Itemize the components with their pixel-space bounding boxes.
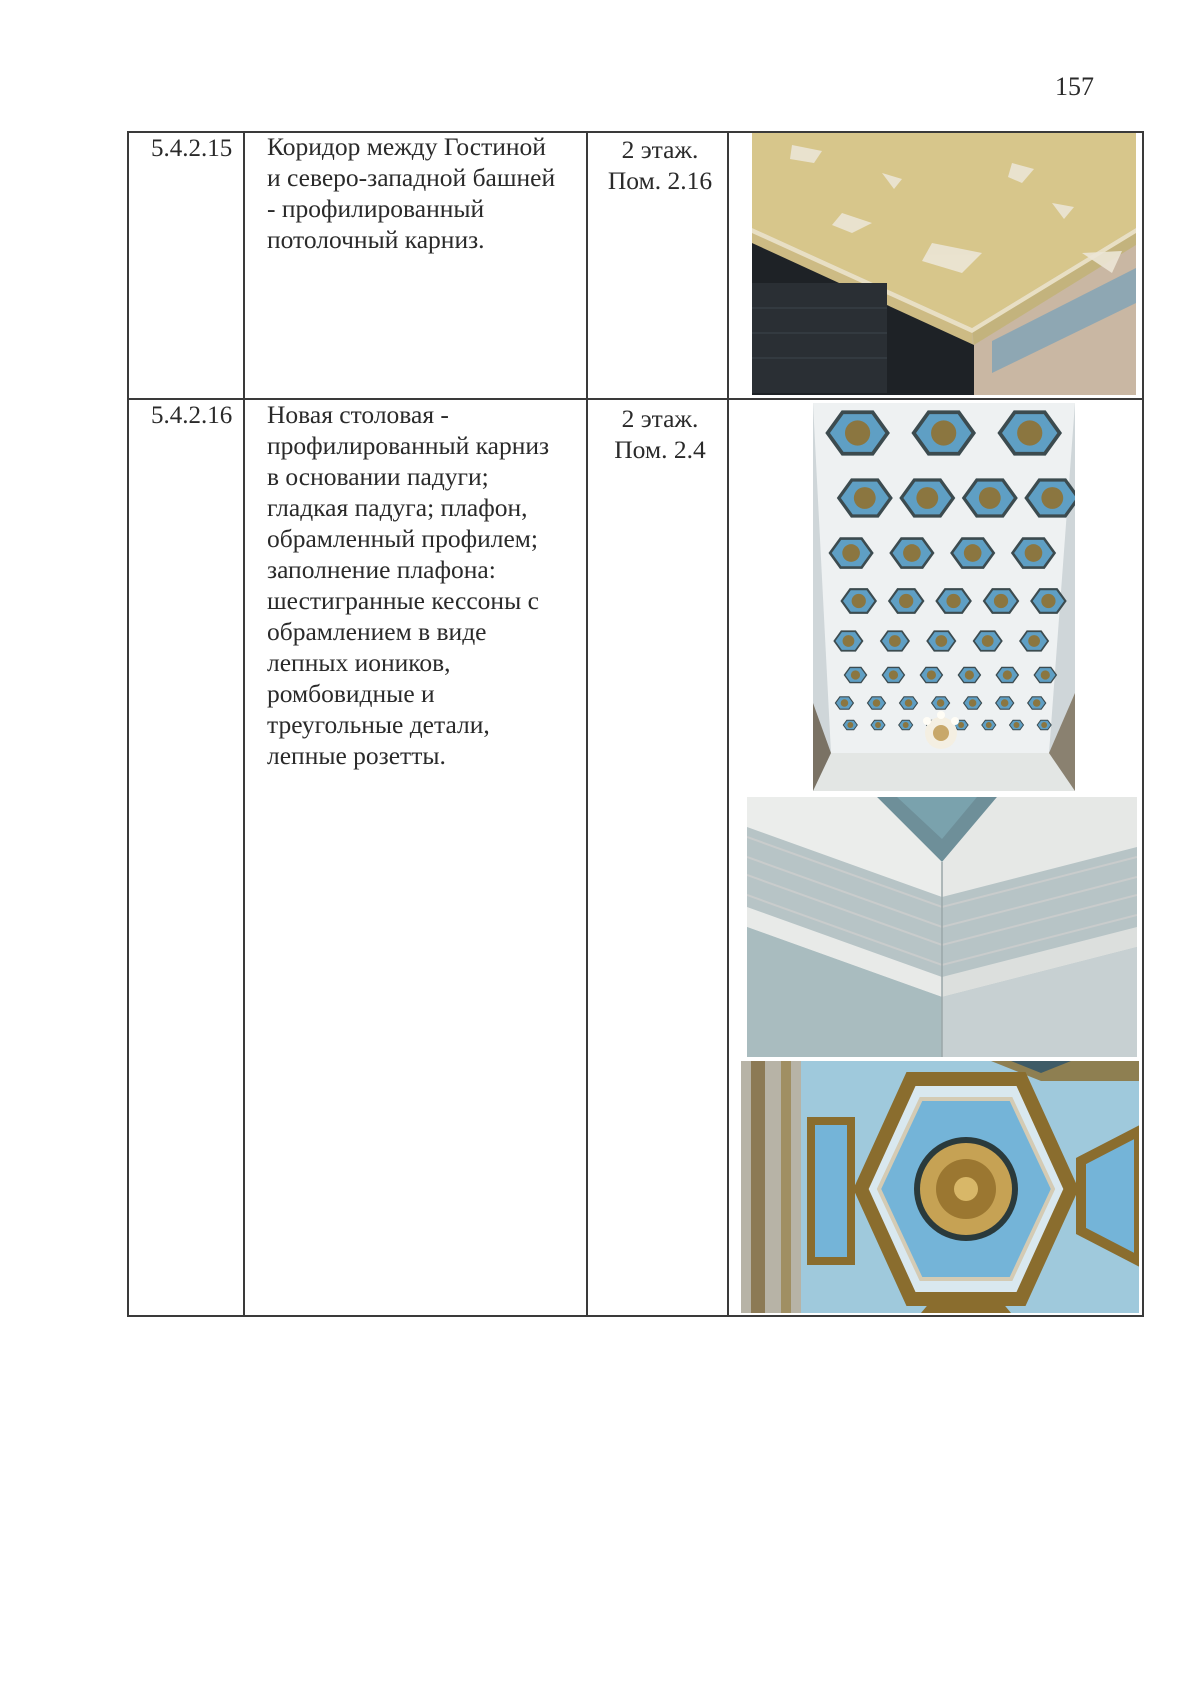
row-description bbox=[267, 399, 549, 771]
row-number: 5.4.2.16 bbox=[151, 402, 233, 429]
description-line: лепных иоников, bbox=[267, 648, 451, 677]
description-line: заполнение плафона: bbox=[267, 555, 496, 584]
description-line: ромбовидные и bbox=[267, 679, 435, 708]
row-description bbox=[267, 131, 555, 255]
hexagonal-coffer-closeup-photo bbox=[741, 1061, 1139, 1313]
description-line: треугольные детали, bbox=[267, 710, 490, 739]
location-floor: 2 этаж. bbox=[621, 404, 699, 433]
description-line: Коридор между Гостиной bbox=[267, 132, 546, 161]
page-number: 157 bbox=[1055, 72, 1094, 101]
description-line: обрамлением в виде bbox=[267, 617, 487, 646]
row-number: 5.4.2.15 bbox=[151, 135, 233, 162]
row-location bbox=[595, 134, 725, 196]
description-line: лепные розетты. bbox=[267, 741, 446, 770]
location-room: Пом. 2.16 bbox=[607, 166, 713, 195]
description-line: Новая столовая - bbox=[267, 400, 449, 429]
description-line: обрамленный профилем; bbox=[267, 524, 538, 553]
row-location bbox=[595, 403, 725, 465]
description-line: потолочный карниз. bbox=[267, 225, 485, 254]
location-room: Пом. 2.4 bbox=[614, 435, 706, 464]
description-line: и северо-западной башней bbox=[267, 163, 556, 192]
description-line: профилированный карниз bbox=[267, 431, 550, 460]
description-line: шестигранные кессоны с bbox=[267, 586, 539, 615]
ceiling-corner-cornice-photo bbox=[752, 133, 1136, 395]
cornice-corner-photo bbox=[747, 797, 1137, 1057]
description-line: - профилированный bbox=[267, 194, 485, 223]
coffered-ceiling-photo bbox=[813, 403, 1075, 791]
inventory-table bbox=[127, 131, 1144, 1316]
location-floor: 2 этаж. bbox=[621, 135, 699, 164]
description-line: в основании падуги; bbox=[267, 462, 489, 491]
description-line: гладкая падуга; плафон, bbox=[267, 493, 528, 522]
